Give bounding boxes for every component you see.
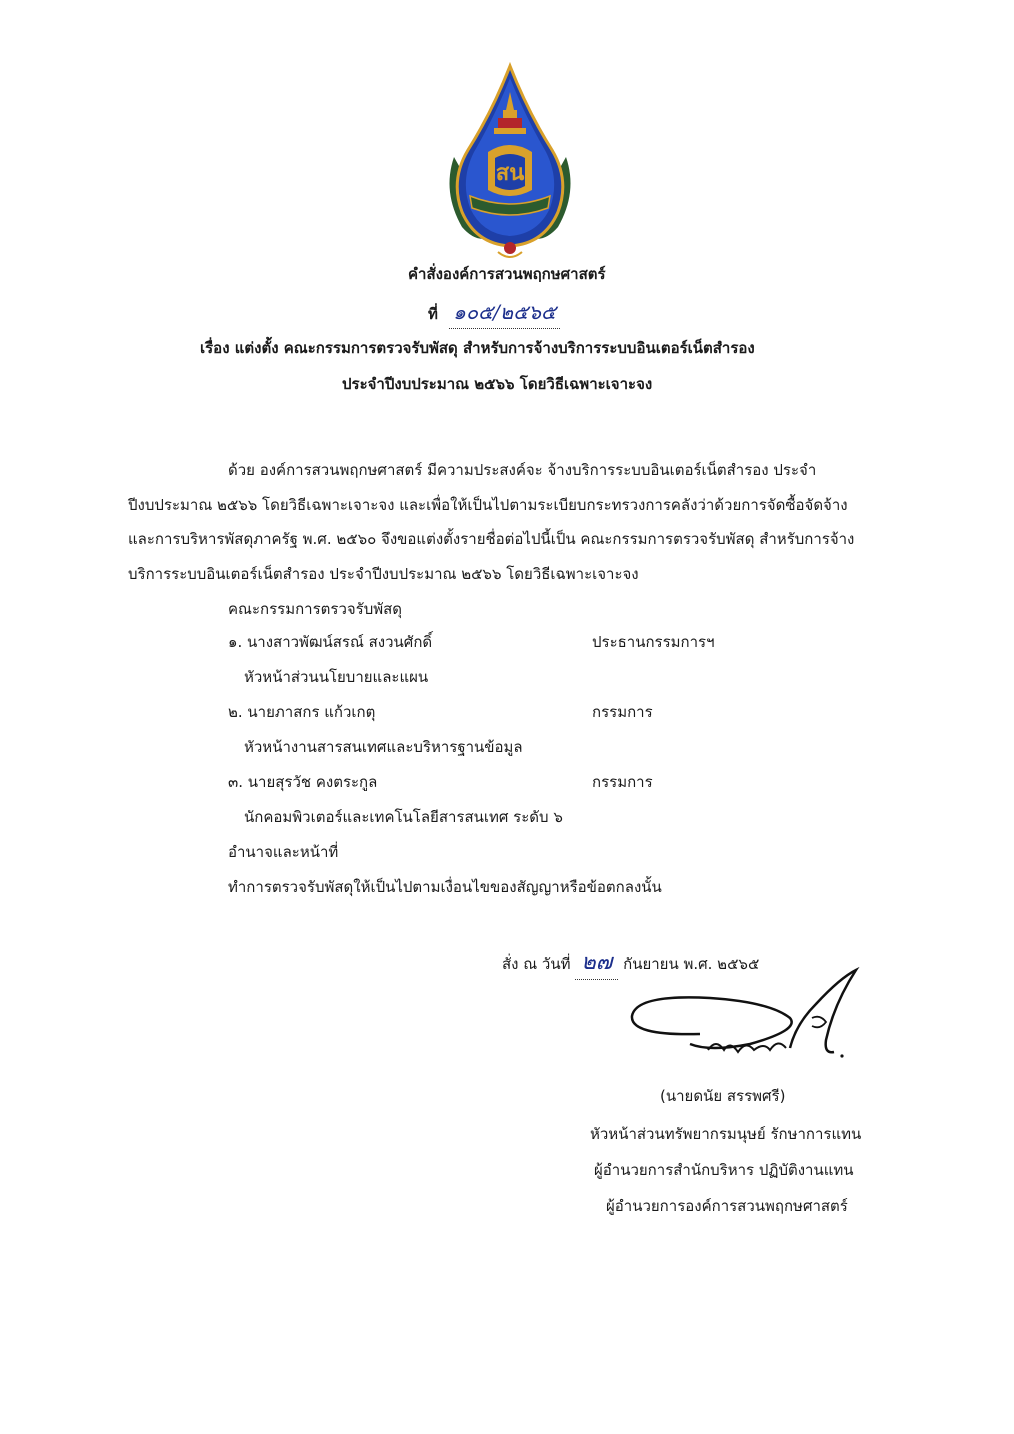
order-number-line bbox=[428, 296, 560, 329]
signatory-title-3: ผู้อำนวยการองค์การสวนพฤกษศาสตร์ bbox=[606, 1197, 848, 1215]
duty-heading: อำนาจและหน้าที่ bbox=[228, 843, 339, 861]
duty-text: ทำการตรวจรับพัสดุให้เป็นไปตามเงื่อนไขของสัญญาหรือข้อตกลงนั้น bbox=[228, 878, 662, 896]
order-number-prefix: ที่ bbox=[428, 305, 438, 323]
member-2-role: กรรมการ bbox=[592, 703, 653, 721]
member-2-position: หัวหน้างานสารสนเทศและบริหารฐานข้อมูล bbox=[244, 738, 523, 756]
member-1-name: ๑. นางสาวพัฒน์สรณ์ สงวนศักดิ์ bbox=[228, 633, 433, 651]
paragraph-line-3: และการบริหารพัสดุภาครัฐ พ.ศ. ๒๕๖๐ จึงขอแต่งตั้งรายชื่อต่อไปนี้เป็น คณะกรรมการตรวจรับพัสดุ สำหรับการจ้าง bbox=[128, 530, 855, 548]
handwritten-signature-icon bbox=[620, 964, 880, 1074]
member-3-position: นักคอมพิวเตอร์และเทคโนโลยีสารสนเทศ ระดับ ๖ bbox=[244, 808, 563, 826]
paragraph-line-2: ปีงบประมาณ ๒๕๖๖ โดยวิธีเฉพาะเจาะจง และเพื่อให้เป็นไปตามระเบียบกระทรวงการคลังว่าด้วยการจัดซื้อจัดจ้าง bbox=[128, 496, 848, 514]
committee-heading: คณะกรรมการตรวจรับพัสดุ bbox=[228, 600, 403, 618]
member-2-name: ๒. นายภาสกร แก้วเกตุ bbox=[228, 703, 376, 721]
order-date-suffix: กันยายน พ.ศ. ๒๕๖๕ bbox=[623, 955, 760, 973]
order-title: คำสั่งองค์การสวนพฤกษศาสตร์ bbox=[408, 265, 606, 283]
subject-line-1: เรื่อง แต่งตั้ง คณะกรรมการตรวจรับพัสดุ สำหรับการจ้างบริการระบบอินเตอร์เน็ตสำรอง bbox=[200, 339, 755, 357]
member-3-role: กรรมการ bbox=[592, 773, 653, 791]
paragraph-line-4: บริการระบบอินเตอร์เน็ตสำรอง ประจำปีงบประมาณ ๒๕๖๖ โดยวิธีเฉพาะเจาะจง bbox=[128, 565, 639, 583]
order-number-handwritten: ๑๐๕/๒๕๖๕ bbox=[449, 296, 560, 329]
organization-emblem-icon bbox=[440, 62, 580, 262]
signatory-title-2: ผู้อำนวยการสำนักบริหาร ปฏิบัติงานแทน bbox=[594, 1161, 854, 1179]
member-1-role: ประธานกรรมการฯ bbox=[592, 633, 715, 651]
svg-text:สน: สน bbox=[495, 160, 525, 186]
order-date-day-handwritten: ๒๗ bbox=[575, 944, 618, 980]
member-3-name: ๓. นายสุรวัช คงตระกูล bbox=[228, 773, 378, 791]
order-date-prefix: สั่ง ณ วันที่ bbox=[502, 955, 571, 973]
signatory-name: (นายดนัย สรรพศรี) bbox=[660, 1087, 786, 1105]
subject-line-2: ประจำปีงบประมาณ ๒๕๖๖ โดยวิธีเฉพาะเจาะจง bbox=[342, 375, 653, 393]
member-1-position: หัวหน้าส่วนนโยบายและแผน bbox=[244, 668, 429, 686]
paragraph-line-1: ด้วย องค์การสวนพฤกษศาสตร์ มีความประสงค์จะ จ้างบริการระบบอินเตอร์เน็ตสำรอง ประจำ bbox=[228, 461, 817, 479]
signatory-title-1: หัวหน้าส่วนทรัพยากรมนุษย์ รักษาการแทน bbox=[590, 1125, 862, 1143]
